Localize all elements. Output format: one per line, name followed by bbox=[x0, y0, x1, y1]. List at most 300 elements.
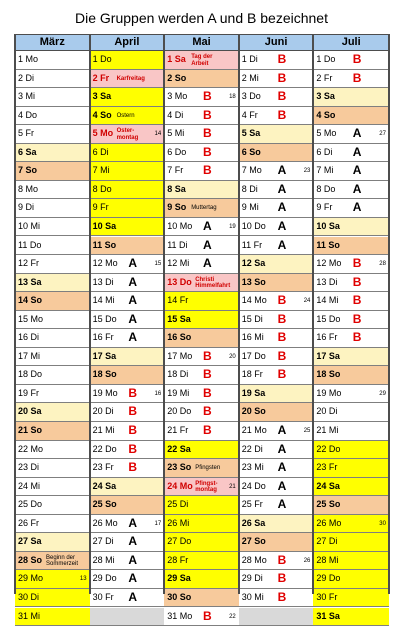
day-label: 1 Di bbox=[242, 54, 258, 65]
day-label: 23 Mi bbox=[242, 462, 264, 473]
day-cell bbox=[15, 292, 90, 311]
day-label: 25 So bbox=[93, 499, 117, 510]
day-label: 4 Di bbox=[167, 110, 183, 121]
group-label: A bbox=[278, 443, 287, 456]
week-number: 22 bbox=[229, 614, 236, 621]
day-cell bbox=[90, 403, 165, 422]
day-label: 25 Do bbox=[18, 499, 42, 510]
day-label: 25 So bbox=[316, 499, 340, 510]
day-label: 12 Mo bbox=[316, 258, 341, 269]
group-label: A bbox=[353, 183, 362, 196]
day-cell bbox=[313, 459, 389, 478]
group-label: A bbox=[128, 591, 137, 604]
day-label: 27 Do bbox=[167, 536, 191, 547]
day-label: 27 So bbox=[242, 536, 266, 547]
group-label: B bbox=[128, 461, 137, 474]
day-label: 9 Di bbox=[18, 202, 34, 213]
day-cell bbox=[239, 237, 314, 256]
day-cell bbox=[239, 107, 314, 126]
week-number: 20 bbox=[229, 354, 236, 361]
day-cell bbox=[90, 366, 165, 385]
group-label: A bbox=[353, 164, 362, 177]
holiday-note: Oster- montag bbox=[117, 128, 152, 141]
month-header: März bbox=[15, 34, 90, 51]
day-cell bbox=[90, 589, 165, 608]
group-label: B bbox=[353, 53, 362, 66]
day-cell bbox=[164, 459, 239, 478]
day-label: 8 Do bbox=[316, 184, 335, 195]
day-cell bbox=[15, 199, 90, 218]
group-label: A bbox=[203, 257, 212, 270]
column-separator bbox=[388, 34, 390, 594]
group-label: B bbox=[278, 368, 287, 381]
day-label: 5 Mo bbox=[93, 128, 114, 139]
day-label: 17 Sa bbox=[93, 351, 117, 362]
day-label: 24 Mi bbox=[18, 481, 40, 492]
day-label: 18 So bbox=[93, 369, 117, 380]
day-label: 19 Mo bbox=[93, 388, 118, 399]
day-cell bbox=[313, 274, 389, 293]
group-label: A bbox=[203, 220, 212, 233]
column-separator bbox=[89, 34, 91, 594]
day-cell bbox=[239, 459, 314, 478]
day-label: 18 Fr bbox=[242, 369, 263, 380]
day-label: 23 Di bbox=[18, 462, 39, 473]
day-cell bbox=[164, 125, 239, 144]
day-label: 13 Di bbox=[316, 277, 337, 288]
day-label: 20 Di bbox=[316, 406, 337, 417]
group-label: B bbox=[203, 350, 212, 363]
group-label: A bbox=[128, 331, 137, 344]
day-label: 11 So bbox=[93, 240, 117, 251]
day-label: 17 Do bbox=[242, 351, 266, 362]
day-label: 24 Do bbox=[242, 481, 266, 492]
group-label: A bbox=[353, 127, 362, 140]
day-cell bbox=[313, 255, 389, 274]
day-cell bbox=[15, 533, 90, 552]
day-cell bbox=[239, 292, 314, 311]
day-label: 10 Sa bbox=[93, 221, 117, 232]
day-label: 14 So bbox=[18, 295, 42, 306]
day-label: 21 Mo bbox=[242, 425, 267, 436]
group-label: A bbox=[353, 201, 362, 214]
page-title: Die Gruppen werden A und B bezeichnet bbox=[0, 10, 403, 26]
group-label: B bbox=[278, 294, 287, 307]
day-label: 16 Mi bbox=[242, 332, 264, 343]
day-cell bbox=[15, 348, 90, 367]
day-label: 2 Fr bbox=[93, 73, 110, 84]
day-label: 24 Mo bbox=[167, 481, 193, 492]
group-label: B bbox=[278, 331, 287, 344]
day-cell bbox=[90, 348, 165, 367]
group-label: A bbox=[278, 220, 287, 233]
day-cell bbox=[164, 311, 239, 330]
day-label: 10 Mo bbox=[167, 221, 192, 232]
day-cell bbox=[15, 125, 90, 144]
day-label: 23 So bbox=[167, 462, 191, 473]
day-label: 28 Mi bbox=[93, 555, 115, 566]
empty-cell bbox=[90, 608, 165, 626]
day-label: 1 Do bbox=[93, 54, 112, 65]
day-label: 29 Sa bbox=[167, 573, 191, 584]
day-cell bbox=[239, 422, 314, 441]
day-cell bbox=[313, 199, 389, 218]
day-label: 16 Fr bbox=[93, 332, 114, 343]
day-cell bbox=[313, 237, 389, 256]
day-label: 15 Sa bbox=[167, 314, 191, 325]
group-label: B bbox=[353, 276, 362, 289]
day-cell bbox=[313, 311, 389, 330]
day-cell bbox=[164, 181, 239, 200]
day-cell bbox=[164, 144, 239, 163]
holiday-note: Pfingst- montag bbox=[195, 481, 230, 494]
day-label: 30 Fr bbox=[316, 592, 337, 603]
day-cell bbox=[164, 441, 239, 460]
day-cell bbox=[90, 570, 165, 589]
day-cell bbox=[15, 181, 90, 200]
day-label: 26 Mo bbox=[93, 518, 118, 529]
day-label: 21 So bbox=[18, 425, 42, 436]
day-cell bbox=[164, 107, 239, 126]
group-label: A bbox=[278, 461, 287, 474]
group-label: A bbox=[278, 239, 287, 252]
day-label: 22 Do bbox=[93, 444, 117, 455]
day-cell bbox=[15, 162, 90, 181]
day-cell bbox=[239, 552, 314, 571]
day-cell bbox=[164, 515, 239, 534]
day-cell bbox=[164, 218, 239, 237]
day-cell bbox=[15, 403, 90, 422]
week-number: 29 bbox=[379, 391, 386, 398]
day-cell bbox=[239, 496, 314, 515]
day-label: 11 Di bbox=[167, 240, 187, 251]
day-label: 31 Mi bbox=[18, 611, 40, 622]
day-label: 8 Di bbox=[242, 184, 258, 195]
day-label: 6 So bbox=[242, 147, 261, 158]
group-label: B bbox=[203, 146, 212, 159]
day-label: 29 Do bbox=[93, 573, 117, 584]
day-label: 12 Mi bbox=[167, 258, 189, 269]
day-label: 7 So bbox=[18, 165, 37, 176]
group-label: B bbox=[353, 294, 362, 307]
day-label: 26 Mi bbox=[167, 518, 189, 529]
day-label: 29 Do bbox=[316, 573, 340, 584]
day-cell bbox=[90, 552, 165, 571]
day-cell bbox=[313, 329, 389, 348]
day-label: 13 Di bbox=[93, 277, 114, 288]
day-label: 6 Di bbox=[93, 147, 109, 158]
group-label: B bbox=[203, 109, 212, 122]
day-cell bbox=[164, 366, 239, 385]
day-label: 4 So bbox=[316, 110, 335, 121]
day-label: 19 Sa bbox=[242, 388, 266, 399]
day-cell bbox=[90, 162, 165, 181]
group-label: A bbox=[278, 498, 287, 511]
day-cell bbox=[15, 441, 90, 460]
day-label: 26 Mo bbox=[316, 518, 341, 529]
day-cell bbox=[15, 311, 90, 330]
day-cell bbox=[239, 51, 314, 70]
day-label: 13 So bbox=[242, 277, 266, 288]
holiday-note: Tag der Arbeit bbox=[191, 54, 226, 67]
day-cell bbox=[90, 181, 165, 200]
day-label: 22 Mo bbox=[18, 444, 43, 455]
group-label: B bbox=[203, 424, 212, 437]
day-label: 1 Do bbox=[316, 54, 335, 65]
day-label: 3 Mo bbox=[167, 91, 187, 102]
day-cell bbox=[15, 515, 90, 534]
day-cell bbox=[239, 88, 314, 107]
day-cell bbox=[239, 274, 314, 293]
day-cell bbox=[15, 144, 90, 163]
day-label: 14 Fr bbox=[167, 295, 188, 306]
day-cell bbox=[313, 51, 389, 70]
group-label: A bbox=[128, 313, 137, 326]
day-label: 1 Sa bbox=[167, 54, 186, 65]
day-cell bbox=[313, 608, 389, 626]
day-cell bbox=[239, 348, 314, 367]
holiday-note: Pfingsten bbox=[195, 465, 230, 472]
group-label: B bbox=[203, 405, 212, 418]
day-cell bbox=[90, 199, 165, 218]
day-label: 26 Fr bbox=[18, 518, 39, 529]
day-label: 1 Mo bbox=[18, 54, 38, 65]
day-label: 15 Mo bbox=[18, 314, 43, 325]
day-label: 22 Do bbox=[316, 444, 340, 455]
group-label: B bbox=[203, 387, 212, 400]
day-label: 2 Fr bbox=[316, 73, 332, 84]
day-label: 29 Mo bbox=[18, 573, 43, 584]
column-separator bbox=[312, 34, 314, 594]
day-label: 2 Mi bbox=[242, 73, 259, 84]
day-label: 15 Do bbox=[316, 314, 340, 325]
day-cell bbox=[239, 441, 314, 460]
group-label: B bbox=[128, 443, 137, 456]
day-cell bbox=[164, 348, 239, 367]
holiday-note: Muttertag bbox=[191, 205, 226, 212]
day-cell bbox=[15, 274, 90, 293]
day-cell bbox=[164, 533, 239, 552]
group-label: A bbox=[128, 572, 137, 585]
group-label: B bbox=[278, 90, 287, 103]
day-label: 16 So bbox=[167, 332, 191, 343]
month-header: Juli bbox=[313, 34, 389, 51]
day-cell bbox=[239, 255, 314, 274]
day-label: 8 Do bbox=[93, 184, 112, 195]
group-label: A bbox=[128, 276, 137, 289]
day-cell bbox=[239, 515, 314, 534]
day-label: 2 So bbox=[167, 73, 186, 84]
group-label: A bbox=[278, 424, 287, 437]
day-cell bbox=[239, 181, 314, 200]
day-label: 16 Di bbox=[18, 332, 39, 343]
day-cell bbox=[90, 533, 165, 552]
day-cell bbox=[239, 329, 314, 348]
day-cell bbox=[15, 329, 90, 348]
day-label: 6 Do bbox=[167, 147, 186, 158]
day-cell bbox=[164, 496, 239, 515]
month-header: Juni bbox=[239, 34, 314, 51]
day-label: 4 Fr bbox=[242, 110, 258, 121]
day-cell bbox=[164, 274, 239, 293]
day-label: 25 Di bbox=[167, 499, 188, 510]
day-cell bbox=[15, 255, 90, 274]
day-cell bbox=[239, 162, 314, 181]
day-label: 27 Di bbox=[93, 536, 114, 547]
day-cell bbox=[313, 552, 389, 571]
day-cell bbox=[239, 311, 314, 330]
group-label: A bbox=[278, 201, 287, 214]
day-label: 17 Sa bbox=[316, 351, 340, 362]
day-label: 20 Di bbox=[93, 406, 114, 417]
day-label: 10 Do bbox=[242, 221, 266, 232]
day-cell bbox=[15, 478, 90, 497]
day-cell bbox=[164, 88, 239, 107]
day-label: 24 Sa bbox=[93, 481, 117, 492]
day-label: 5 Fr bbox=[18, 128, 34, 139]
day-cell bbox=[15, 608, 90, 626]
day-cell bbox=[164, 255, 239, 274]
group-label: A bbox=[278, 480, 287, 493]
day-label: 7 Mi bbox=[93, 165, 110, 176]
day-cell bbox=[239, 199, 314, 218]
week-number: 21 bbox=[229, 484, 236, 491]
day-label: 19 Mi bbox=[167, 388, 189, 399]
day-label: 10 Mi bbox=[18, 221, 40, 232]
day-cell bbox=[313, 441, 389, 460]
day-label: 30 Mi bbox=[242, 592, 264, 603]
day-cell bbox=[90, 125, 165, 144]
group-label: B bbox=[128, 405, 137, 418]
day-cell bbox=[90, 422, 165, 441]
day-cell bbox=[90, 107, 165, 126]
day-label: 15 Do bbox=[93, 314, 117, 325]
day-label: 6 Sa bbox=[18, 147, 37, 158]
day-label: 3 Do bbox=[242, 91, 261, 102]
group-label: B bbox=[353, 313, 362, 326]
day-cell bbox=[239, 70, 314, 89]
day-cell bbox=[90, 218, 165, 237]
day-cell bbox=[313, 366, 389, 385]
empty-cell bbox=[239, 608, 314, 626]
group-label: B bbox=[278, 53, 287, 66]
group-label: A bbox=[203, 239, 212, 252]
group-label: B bbox=[203, 368, 212, 381]
day-cell bbox=[239, 218, 314, 237]
day-cell bbox=[164, 570, 239, 589]
day-cell bbox=[15, 366, 90, 385]
day-cell bbox=[15, 570, 90, 589]
week-number: 13 bbox=[80, 576, 87, 583]
day-cell bbox=[313, 478, 389, 497]
day-cell bbox=[90, 329, 165, 348]
day-cell bbox=[239, 533, 314, 552]
day-cell bbox=[15, 88, 90, 107]
day-label: 9 Mi bbox=[242, 202, 259, 213]
group-label: A bbox=[278, 183, 287, 196]
day-label: 9 Fr bbox=[316, 202, 332, 213]
day-cell bbox=[90, 88, 165, 107]
day-label: 4 So bbox=[93, 110, 112, 121]
day-label: 30 Fr bbox=[93, 592, 114, 603]
day-cell bbox=[15, 70, 90, 89]
day-label: 9 So bbox=[167, 202, 186, 213]
day-label: 5 Sa bbox=[242, 128, 261, 139]
day-cell bbox=[90, 515, 165, 534]
day-label: 26 Sa bbox=[242, 518, 266, 529]
day-cell bbox=[90, 51, 165, 70]
day-label: 20 Do bbox=[167, 406, 191, 417]
week-number: 16 bbox=[155, 391, 162, 398]
day-label: 11 So bbox=[316, 240, 340, 251]
day-label: 17 Mo bbox=[167, 351, 192, 362]
day-cell bbox=[164, 589, 239, 608]
day-cell bbox=[15, 218, 90, 237]
group-label: B bbox=[203, 610, 212, 623]
day-cell bbox=[164, 608, 239, 626]
week-number: 30 bbox=[379, 521, 386, 528]
day-label: 23 Fr bbox=[316, 462, 337, 473]
day-cell bbox=[313, 292, 389, 311]
day-cell bbox=[313, 533, 389, 552]
day-label: 9 Fr bbox=[93, 202, 109, 213]
day-label: 16 Fr bbox=[316, 332, 337, 343]
group-label: B bbox=[128, 387, 137, 400]
day-cell bbox=[164, 422, 239, 441]
day-cell bbox=[15, 552, 90, 571]
day-label: 18 Do bbox=[18, 369, 42, 380]
day-label: 3 Sa bbox=[93, 91, 112, 102]
day-label: 6 Di bbox=[316, 147, 332, 158]
day-cell bbox=[239, 478, 314, 497]
day-label: 31 Mo bbox=[167, 611, 192, 622]
day-label: 18 So bbox=[316, 369, 340, 380]
day-label: 24 Sa bbox=[316, 481, 340, 492]
day-cell bbox=[164, 292, 239, 311]
day-label: 5 Mo bbox=[316, 128, 336, 139]
day-label: 11 Do bbox=[18, 240, 41, 251]
day-cell bbox=[313, 385, 389, 404]
day-cell bbox=[15, 589, 90, 608]
column-separator bbox=[238, 34, 240, 594]
day-cell bbox=[313, 348, 389, 367]
day-label: 14 Mi bbox=[93, 295, 115, 306]
day-cell bbox=[164, 162, 239, 181]
column-separator bbox=[14, 34, 16, 594]
day-cell bbox=[313, 181, 389, 200]
group-label: B bbox=[278, 72, 287, 85]
holiday-note: Karfreitag bbox=[117, 76, 152, 83]
group-label: A bbox=[353, 146, 362, 159]
day-cell bbox=[164, 237, 239, 256]
day-cell bbox=[313, 422, 389, 441]
day-label: 21 Mi bbox=[316, 425, 338, 436]
holiday-note: Christi Himmelfahrt bbox=[195, 277, 230, 290]
day-cell bbox=[90, 274, 165, 293]
holiday-note: Ostern bbox=[117, 113, 152, 120]
day-cell bbox=[313, 88, 389, 107]
day-cell bbox=[239, 385, 314, 404]
day-label: 27 Di bbox=[316, 536, 337, 547]
day-cell bbox=[239, 570, 314, 589]
day-cell bbox=[15, 496, 90, 515]
day-cell bbox=[90, 144, 165, 163]
group-label: B bbox=[278, 572, 287, 585]
day-label: 17 Mi bbox=[18, 351, 40, 362]
day-label: 20 Sa bbox=[18, 406, 42, 417]
day-label: 22 Di bbox=[242, 444, 263, 455]
day-cell bbox=[90, 459, 165, 478]
